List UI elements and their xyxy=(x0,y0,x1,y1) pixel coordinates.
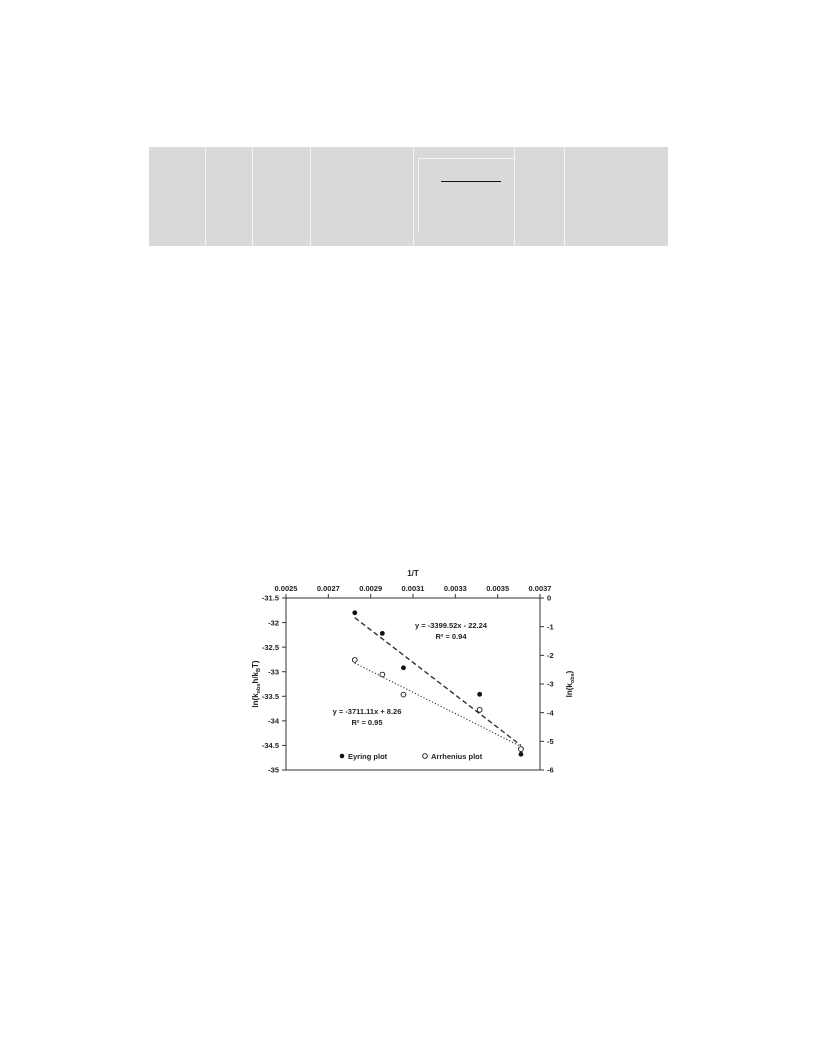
y-left-tick-label: -35 xyxy=(268,765,279,775)
eyring-data-point xyxy=(401,665,406,670)
y-left-axis-ticks xyxy=(262,594,286,775)
legend-arrhenius-label: Arrhenius plot xyxy=(431,752,483,761)
y-left-axis-label: $\ln(k_{obs}h/k_BT)$ xyxy=(251,660,262,708)
arrhenius-data-point xyxy=(519,747,524,752)
arrhenius-data-point xyxy=(477,707,482,712)
arrhenius-data-point xyxy=(352,658,357,663)
y-left-tick-label: -32 xyxy=(268,618,279,628)
x-tick-label: 0.0029 xyxy=(359,584,383,593)
y-right-axis-ticks xyxy=(540,594,554,775)
legend xyxy=(340,752,483,761)
y-left-tick-label: -34 xyxy=(268,716,279,726)
x-tick-label: 0.0027 xyxy=(316,584,340,593)
y-left-tick-label: -34.5 xyxy=(261,741,279,751)
y-right-tick-label: -1 xyxy=(547,622,554,632)
x-tick-label: 0.0025 xyxy=(274,584,298,593)
legend-arrhenius-marker xyxy=(423,754,428,759)
x-tick-label: 0.0031 xyxy=(401,584,425,593)
y-left-tick-label: -33 xyxy=(268,667,279,677)
eyring-fit-r2: R² = 0.94 xyxy=(435,632,467,641)
eyring-data-point xyxy=(519,752,524,757)
y-right-tick-label: -4 xyxy=(547,708,554,718)
x-axis-label: 1/T xyxy=(407,569,419,578)
x-tick-label: 0.0033 xyxy=(443,584,467,593)
x-tick-label: 0.0037 xyxy=(528,584,552,593)
eyring-data-point xyxy=(380,631,385,636)
y-right-tick-label: -6 xyxy=(547,765,554,775)
y-left-tick-label: -33.5 xyxy=(261,691,279,701)
x-tick-label: 0.0035 xyxy=(486,584,510,593)
arrhenius-data-point xyxy=(401,692,406,697)
y-right-tick-label: -3 xyxy=(547,679,554,689)
arrhenius-fit-equation: y = -3711.11x + 8.26 xyxy=(332,707,402,716)
eyring-fit-equation: y = -3399.52x - 22.24 xyxy=(415,621,487,630)
y-right-tick-label: -5 xyxy=(547,737,554,747)
eyring-data-point xyxy=(352,610,357,615)
eyring-data-point xyxy=(477,692,482,697)
y-left-tick-label: -32.5 xyxy=(261,642,279,652)
arrhenius-data-point xyxy=(380,672,385,677)
y-right-tick-label: -2 xyxy=(547,651,554,661)
legend-eyring-marker xyxy=(340,754,345,759)
arrhenius-fit-r2: R² = 0.95 xyxy=(351,718,383,727)
y-left-tick-label: -31.5 xyxy=(261,593,279,603)
y-right-axis-label: $\ln(k_{obs})$ xyxy=(565,670,576,698)
legend-eyring-label: Eyring plot xyxy=(348,752,388,761)
x-axis-ticks xyxy=(275,584,552,598)
plot-area-frame xyxy=(286,598,540,770)
y-right-tick-label: 0 xyxy=(547,593,552,603)
